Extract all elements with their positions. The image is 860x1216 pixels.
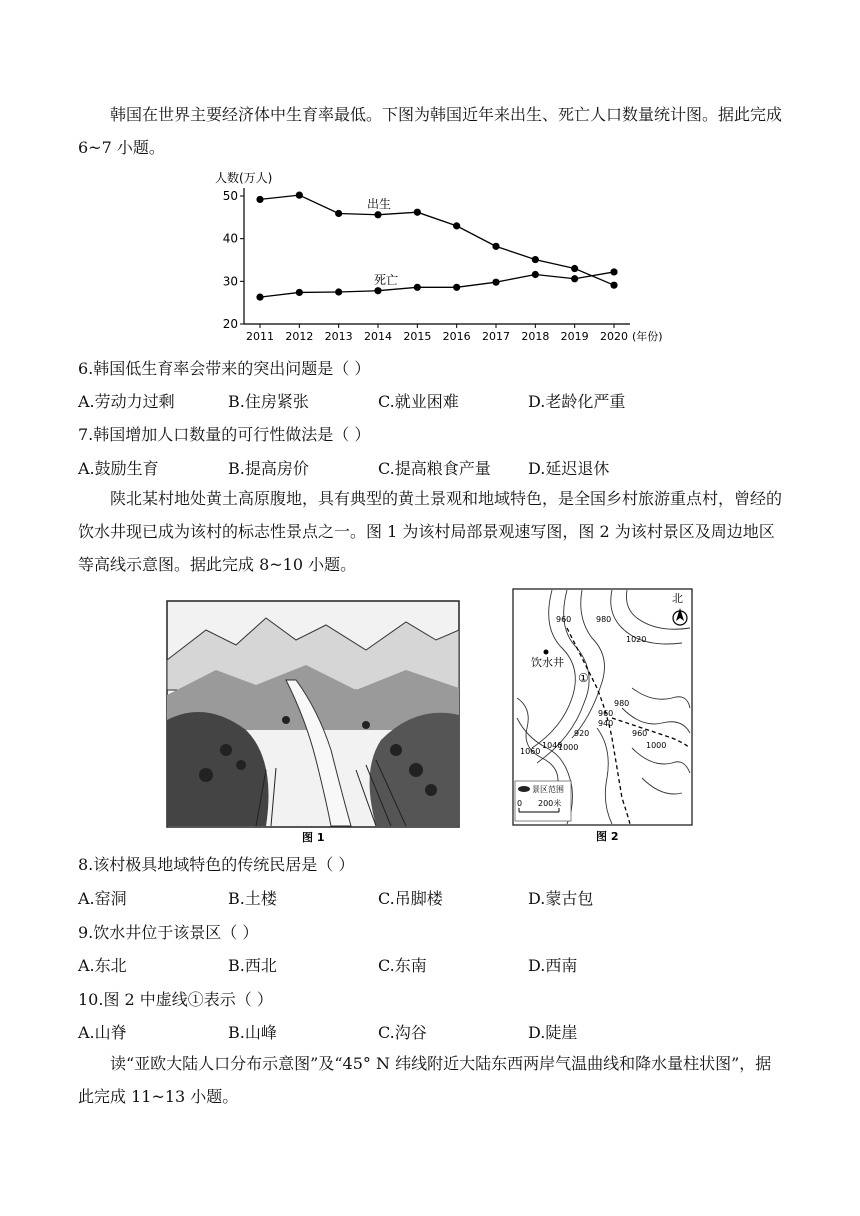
contour-label: 1000 (646, 741, 667, 750)
data-point (610, 268, 617, 275)
chart-series (256, 192, 617, 301)
q8-option-d[interactable]: D.蒙古包 (528, 889, 594, 908)
x-axis-label: (年份) (632, 330, 663, 343)
contour-label: 1020 (626, 635, 647, 644)
x-tick-label: 2015 (403, 330, 432, 343)
data-point (374, 287, 381, 294)
series-label-birth: 出生 (367, 197, 392, 211)
data-point (610, 282, 617, 289)
north-label: 北 (672, 592, 683, 605)
y-tick-label: 40 (222, 231, 238, 246)
contour-label: 960 (598, 709, 614, 718)
q6-option-c[interactable]: C.就业困难 (378, 392, 459, 411)
question-6: 6.韩国低生育率会带来的突出问题是（ ） (78, 359, 371, 378)
data-point (571, 265, 578, 272)
scale-length: 200米 (538, 799, 562, 808)
series-line-0 (260, 195, 614, 285)
q9-option-a[interactable]: A.东北 (78, 956, 127, 975)
contour-label: 940 (598, 719, 614, 728)
birth-death-line-chart (210, 168, 670, 344)
valley-marker-label: ① (578, 671, 589, 685)
q10-option-d[interactable]: D.陡崖 (528, 1023, 578, 1042)
legend-swatch-icon (518, 786, 530, 792)
x-tick-label: 2013 (324, 330, 353, 343)
data-point (492, 279, 499, 286)
data-point (256, 196, 263, 203)
series-label-death: 死亡 (374, 273, 399, 287)
contour-label: 1000 (558, 743, 579, 752)
data-point (453, 284, 460, 291)
data-point (532, 256, 539, 263)
village-sketch-figure (166, 600, 460, 846)
data-point (492, 243, 499, 250)
x-tick-label: 2016 (442, 330, 471, 343)
data-point (296, 192, 303, 199)
legend-label: 景区范围 (532, 785, 564, 794)
data-point (296, 289, 303, 296)
x-tick-label: 2012 (285, 330, 314, 343)
q9-option-c[interactable]: C.东南 (378, 956, 427, 975)
intro-paragraph-1: 韩国在世界主要经济体中生育率最低。下图为韩国近年来出生、死亡人口数量统计图。据此完成 6~7 小题。 (78, 105, 783, 157)
well-label: 饮水井 (531, 656, 564, 669)
question-9: 9.饮水井位于该景区（ ） (78, 923, 259, 942)
q7-option-a[interactable]: A.鼓励生育 (78, 459, 159, 478)
q9-option-b[interactable]: B.西北 (228, 956, 277, 975)
data-point (374, 211, 381, 218)
contour-label: 1060 (520, 747, 541, 756)
data-point (532, 271, 539, 278)
q8-option-c[interactable]: C.吊脚楼 (378, 889, 443, 908)
contour-label: 960 (632, 729, 648, 738)
data-point (414, 209, 421, 216)
x-tick-label: 2011 (246, 330, 274, 343)
q10-option-c[interactable]: C.沟谷 (378, 1023, 427, 1042)
q6-option-d[interactable]: D.老龄化严重 (528, 392, 626, 411)
fig2-caption: 图 2 (596, 830, 619, 843)
y-tick-label: 20 (222, 317, 238, 331)
data-point (571, 275, 578, 282)
scale-zero: 0 (517, 799, 523, 808)
contour-map-figure (512, 588, 694, 846)
x-tick-label: 2019 (560, 330, 589, 343)
contour-label: 980 (596, 615, 612, 624)
y-tick-label: 30 (222, 274, 238, 289)
q9-option-d[interactable]: D.西南 (528, 956, 578, 975)
y-tick-label: 50 (222, 189, 238, 203)
contour-label: 1040 (542, 741, 563, 750)
q6-option-a[interactable]: A.劳动力过剩 (78, 392, 175, 411)
well-dot-icon (544, 650, 549, 655)
contour-label: 980 (614, 699, 630, 708)
question-10: 10.图 2 中虚线①表示（ ） (78, 990, 273, 1009)
intro-paragraph-3: 读“亚欧大陆人口分布示意图”及“45° N 纬线附近大陆东西两岸气温曲线和降水量柱状图”，据此完成 11~13 小题。 (78, 1054, 772, 1106)
q6-option-b[interactable]: B.住房紧张 (228, 392, 309, 411)
q8-option-a[interactable]: A.窑洞 (78, 889, 127, 908)
data-point (453, 222, 460, 229)
q10-option-a[interactable]: A.山脊 (78, 1023, 127, 1042)
q7-option-b[interactable]: B.提高房价 (228, 459, 309, 478)
series-line-1 (260, 272, 614, 297)
q10-option-b[interactable]: B.山峰 (228, 1023, 277, 1042)
data-point (335, 210, 342, 217)
chart-y-label: 人数(万人) (215, 171, 273, 185)
data-point (335, 288, 342, 295)
x-tick-label: 2020 (600, 330, 628, 343)
data-point (256, 294, 263, 301)
q8-option-b[interactable]: B.土楼 (228, 889, 277, 908)
data-point (414, 284, 421, 291)
chart-axes (223, 188, 663, 343)
x-tick-label: 2017 (482, 330, 510, 343)
x-tick-label: 2018 (521, 330, 550, 343)
contour-label: 920 (574, 729, 590, 738)
question-8: 8.该村极具地域特色的传统民居是（ ） (78, 855, 355, 874)
contour-label: 960 (556, 615, 572, 624)
x-tick-label: 2014 (364, 330, 392, 343)
fig1-caption: 图 1 (302, 831, 325, 844)
question-7: 7.韩国增加人口数量的可行性做法是（ ） (78, 425, 371, 444)
intro-paragraph-2: 陕北某村地处黄土高原腹地，具有典型的黄土景观和地域特色，是全国乡村旅游重点村，曾经的饮水井现已成为该村的标志性景点之一。图 1 为该村局部景观速写图，图 2 为该村景区及周边地区等高线示意图。据此完成 8~10 小题。 (78, 489, 783, 574)
q7-option-c[interactable]: C.提高粮食产量 (378, 459, 491, 478)
q7-option-d[interactable]: D.延迟退休 (528, 459, 610, 478)
